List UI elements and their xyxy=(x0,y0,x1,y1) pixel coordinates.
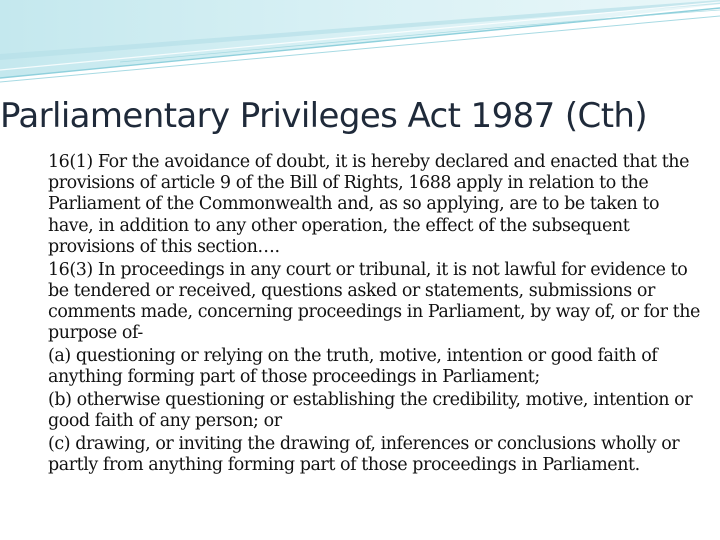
section-16-1-paragraph: 16(1) For the avoidance of doubt, it is hereby declared and enacted that the provisions of article 9 of the Bill of Rights, 1688 apply in relation to the Parliament of the Commonwealth and, as so applying, are to be taken to have, in addition to any other operation, the effect of the subsequent provisions of this section…. xyxy=(48,152,690,257)
clause-b-paragraph: (b) otherwise questioning or establishing the credibility, motive, intention or good faith of any person; or xyxy=(48,389,693,431)
header-wave-decoration xyxy=(0,0,720,86)
slide-title: Parliamentary Privileges Act 1987 (Cth) xyxy=(0,96,648,136)
clause-c-paragraph: (c) drawing, or inviting the drawing of, inferences or conclusions wholly or partly from anything forming part of those proceedings in Parliament. xyxy=(48,433,680,475)
slide-body xyxy=(48,152,708,478)
section-16-3-paragraph: 16(3) In proceedings in any court or tribunal, it is not lawful for evidence to be tendered or received, questions asked or statements, submissions or comments made, concerning proceedings in Parliament, by way of, or for the purpose of- xyxy=(48,259,700,344)
clause-a-paragraph: (a) questioning or relying on the truth, motive, intention or good faith of anything forming part of those proceedings in Parliament; xyxy=(48,345,658,388)
